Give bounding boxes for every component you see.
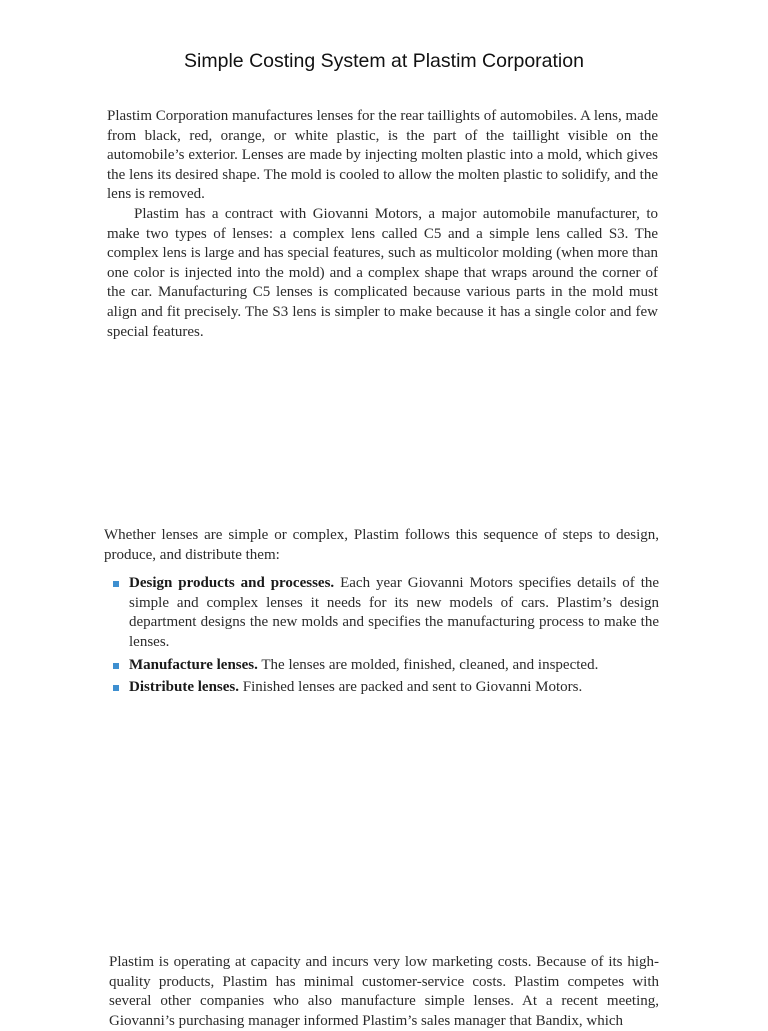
capacity-section: [109, 953, 659, 1031]
square-bullet-icon: [113, 685, 119, 691]
square-bullet-icon: [113, 663, 119, 669]
process-steps-list: [104, 574, 659, 698]
paragraph-process-intro: Whether lenses are simple or complex, Plastim follows this sequence of steps to design, produce, and distribute them:: [104, 527, 659, 563]
list-item-distribute: [104, 678, 659, 698]
square-bullet-icon: [113, 581, 119, 587]
paragraph-company-overview: Plastim Corporation manufactures lenses for the rear taillights of automobiles. A lens, made from black, red, orange, or white plastic, is the part of the taillight visible on the automobile’s exterior. Lenses are made by injecting molten plastic into a mold, which gives the lens its desired shape. The mold is cooled to allow the molten plastic to solidify, and the lens is removed.: [107, 108, 658, 203]
step-lead: Distribute lenses.: [129, 679, 239, 696]
step-text: The lenses are molded, finished, cleaned, and inspected.: [257, 656, 599, 673]
process-section: [104, 526, 659, 701]
step-lead: Manufacture lenses.: [129, 656, 258, 673]
paragraph-capacity: Plastim is operating at capacity and incurs very low marketing costs. Because of its high-quality products, Plastim has minimal customer-service costs. Plastim competes with several other companies who also manufacture simple lenses. At a recent meeting, Giovanni’s purchasing manager informed Plastim’s sales manager that Bandix, which: [109, 954, 659, 1029]
intro-section: [107, 107, 658, 342]
page-title: Simple Costing System at Plastim Corporation: [184, 50, 584, 72]
list-item-manufacture: [104, 656, 659, 676]
step-lead: Design products and processes.: [129, 575, 335, 592]
paragraph-giovanni-contract: Plastim has a contract with Giovanni Motors, a major automobile manufacturer, to make two types of lenses: a complex lens called C5 and a simple lens called S3. The complex lens is large and has special features, such as multicolor molding (when more than one color is injected into the mold) and a complex shape that wraps around the corner of the car. Manufacturing C5 lenses is complicated because various parts in the mold must align and fit precisely. The S3 lens is simpler to make because it has a single color and few special features.: [107, 205, 658, 340]
step-text: Finished lenses are packed and sent to Giovanni Motors.: [239, 679, 583, 696]
step-text: Each year Giovanni Motors specifies details of the simple and complex lenses it needs for its new models of cars. Plastim’s design department designs the new molds and specifies the manufacturing process to make the lenses.: [129, 575, 660, 650]
list-item-design: [104, 574, 659, 652]
